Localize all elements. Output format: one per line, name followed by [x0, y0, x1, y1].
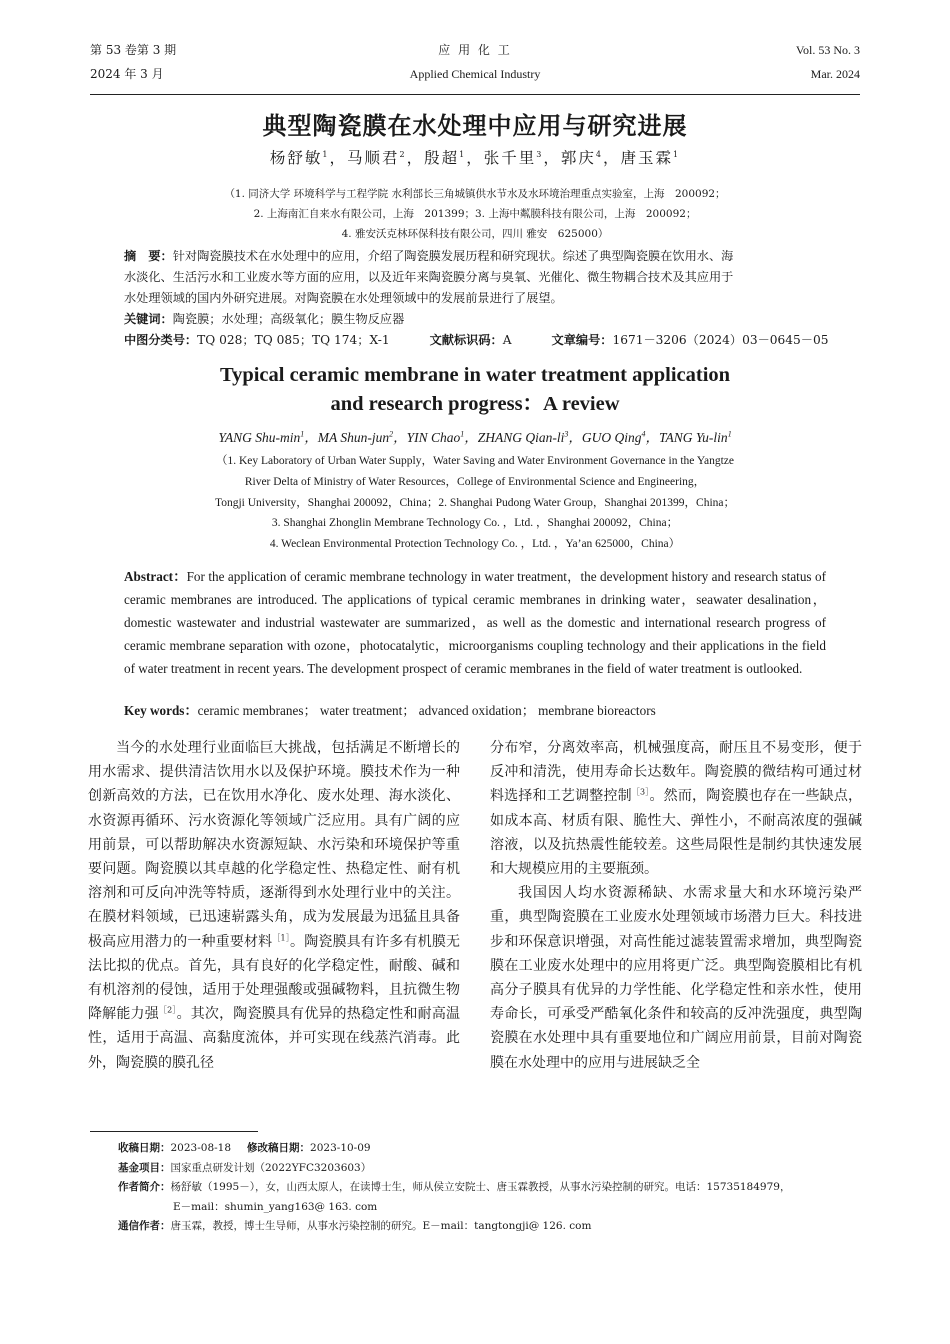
- paper-title-en-line: and research progress：A review: [330, 393, 620, 415]
- header-volume-en: Vol. 53 No. 3: [795, 43, 860, 57]
- keywords-cn: 陶瓷膜；水处理；高级氧化；膜生物反应器: [172, 312, 405, 326]
- keywords-cn-label: 关键词：: [124, 312, 173, 326]
- affiliations-en: [0, 451, 950, 555]
- body-column-right: [490, 736, 862, 1075]
- footnote-rule: [90, 1131, 258, 1132]
- doc-code: A: [502, 333, 512, 347]
- body-column-left: [88, 736, 460, 1075]
- abstract-cn-label: 摘 要：: [124, 249, 173, 263]
- header-journal-en: Applied Chemical Industry: [409, 67, 541, 81]
- abstract-en: [124, 566, 826, 681]
- paper-title-cn: 典型陶瓷膜在水处理中应用与研究进展: [262, 112, 688, 140]
- abstract-cn-line: 水处理领域的国内外研究进展。对陶瓷膜在水处理领域中的发展前景进行了展望。: [124, 291, 563, 305]
- body-paragraph: 我国因人均水资源稀缺、水需求量大和水环境污染严重，典型陶瓷膜在工业废水处理领域市场潜力巨大。科技进步和环保意识增强，对高性能过滤装置需求增加，典型陶瓷膜在工业废水处理中的应用将更广泛。典型陶瓷膜相比有机高分子膜具有优异的力学性能、化学稳定性和亲水性，使用寿命长，可承受严酷氧化条件和较高的反冲洗强度，典型陶瓷膜在水处理中具有重要地位和广阔应用前景，目前对陶瓷膜在水处理中的应用与进展缺乏全: [490, 885, 862, 1071]
- abstract-cn-line: 针对陶瓷膜技术在水处理中的应用，介绍了陶瓷膜发展历程和研究现状。综述了典型陶瓷膜在饮用水、海: [172, 249, 734, 263]
- fund-label: 基金项目：: [118, 1161, 171, 1174]
- paper-title-en-line: Typical ceramic membrane in water treatment application: [219, 364, 731, 386]
- received-date: 2023-08-18: [170, 1142, 232, 1154]
- article-no-label: 文章编号：: [551, 333, 613, 347]
- keywords-en-row: [124, 700, 826, 722]
- header-date-cn: 2024 年 3 月: [90, 67, 164, 81]
- abstract-cn: [124, 246, 829, 351]
- fund-text: 国家重点研发计划（2022YFC3203603）: [170, 1161, 372, 1174]
- keywords-en-label: Key words：: [124, 703, 198, 718]
- clc-code: TQ 028；TQ 085；TQ 174；X-1: [197, 333, 390, 347]
- header-date-en: Mar. 2024: [810, 67, 860, 81]
- author-email: E－mail：shumin_yang163@ 163. com: [173, 1200, 378, 1213]
- corresponding-label: 通信作者：: [118, 1220, 171, 1232]
- header-rule: [90, 94, 860, 95]
- author-en: ZHANG Qian-li: [477, 430, 565, 445]
- author-cn: 马顺君: [347, 149, 400, 167]
- header-volume-cn: 第 53 卷第 3 期: [90, 43, 177, 57]
- doc-code-label: 文献标识码：: [429, 333, 503, 347]
- affiliations-cn: [0, 184, 950, 244]
- footnotes: [118, 1139, 864, 1237]
- author-en: GUO Qing: [581, 430, 642, 445]
- paper-title-en: [0, 361, 950, 419]
- author-en: YANG Shu-min: [218, 430, 301, 445]
- abstract-en-text: For the application of ceramic membrane technology in water treatment，the development history and research status of ceramic membranes are introduced. The applications of typical ceramic membranes in drinking water，seawater desalination，domestic wastewater and industrial wastewater are summarized，as well as the domestic and international research progress of ceramic membrane separation with ozone，photocatalytic，microorganisms coupling technology and their applications in the field of water treatment in recent years. The development prospect of ceramic membranes in the field of water treatment is outlooked.: [124, 569, 826, 676]
- affiliation-en-line: 3. Shanghai Zhonglin Membrane Technology Co. ，Ltd. ，Shanghai 200092，China；: [271, 517, 679, 530]
- header-journal-cn: 应 用 化 工: [438, 43, 512, 57]
- citation-ref[interactable]: ［3］: [631, 787, 650, 797]
- author-en: YIN Chao: [406, 430, 461, 445]
- affiliation-en-line: （1. Key Laboratory of Urban Water Supply，Water Saving and Water Environment Governance in the Yangtze: [216, 455, 734, 467]
- revised-label: 修改稿日期：: [247, 1142, 311, 1154]
- author-en: MA Shun-jun: [317, 430, 390, 445]
- revised-date: 2023-10-09: [310, 1142, 371, 1154]
- author-en: TANG Yu-lin: [659, 430, 728, 445]
- author-list-en: YANG Shu-$\min^1$，MA Shun-jun$^2$，YIN Chao$^1$，ZHANG Qian-$li^3$，GUO Qing$^4$，TANG Yu-lin$^1$: [218, 429, 732, 445]
- author-cn: 杨舒敏: [269, 149, 323, 167]
- author-cn: 郭庆: [560, 149, 596, 167]
- abstract-cn-line: 水淡化、生活污水和工业废水等方面的应用，以及近年来陶瓷膜分离与臭氧、光催化、微生物耦合技术及其应用于: [124, 270, 734, 284]
- citation-ref[interactable]: ［2］: [158, 1005, 177, 1015]
- affiliation-en-line: 4. Weclean Environmental Protection Technology Co. ，Ltd. ，Ya’an 625000，China）: [269, 538, 681, 551]
- author-bio-label: 作者简介：: [118, 1181, 171, 1193]
- author-cn: 殷超: [424, 149, 460, 167]
- body-paragraph: 当今的水处理行业面临巨大挑战，包括满足不断增长的用水需求、提供清洁饮用水以及保护环境。膜技术作为一种创新高效的方法，已在饮用水净化、废水处理、海水淡化、水资源再循环、污水资源化等领域广泛应用。具有广阔的应用前景，可以帮助解决水资源短缺、水污染和环境保护等重要问题。陶瓷膜以其卓越的化学稳定性、热稳定性、耐有机溶剂和可反向冲洗等特质，逐渐得到水处理行业中的关注。在膜材料领域，已迅速崭露头角，成为发展最为迅猛且具备极高应用潜力的一种重要材料$^{[1]}$。陶瓷膜具有许多有机膜无法比拟的优点。首先，具有良好的化学稳定性，耐酸、碱和有机溶剂的侵蚀，适用于处理强酸或强碱物料，且抗微生物降解能力强$^{[2]}$。其次，陶瓷膜具有优异的热稳定性和耐高温性，适用于高温、高黏度流体，并可实现在线蒸汽消毒。此外，陶瓷膜的膜孔径: [88, 740, 461, 1071]
- affiliation-en-line: Tongji University，Shanghai 200092，China；2. Shanghai Pudong Water Group，Shanghai 201399，China；: [215, 496, 735, 509]
- corresponding-author: 唐玉霖，教授，博士生导师，从事水污染控制的研究。E－mail：tangtongji@ 126. com: [170, 1220, 592, 1232]
- article-no: 1671－3206（2024）03－0645－05: [612, 333, 829, 347]
- affiliation-line: 2. 上海南汇自来水有限公司，上海 201399；3. 上海中粼膜科技有限公司，上海 200092；: [253, 208, 697, 220]
- received-label: 收稿日期：: [118, 1142, 171, 1154]
- author-bio: 杨舒敏（1995－），女，山西太原人，在读博士生，师从侯立安院士、唐玉霖教授，从事水污染控制的研究。电话：15735184979，: [170, 1181, 791, 1193]
- body-paragraph: 分布窄，分离效率高，机械强度高，耐压且不易变形，便于反冲和清洗，使用寿命长达数年。陶瓷膜的微结构可通过材料选择和工艺调整控制$^{[3]}$。然而，陶瓷膜也存在一些缺点，如成本高、材质有限、脆性大、弹性小，不耐高浓度的强碱溶液，以及抗热震性能较差。这些局限性是制约其快速发展和大规模应用的主要瓶颈。: [490, 740, 863, 878]
- keywords-en: ceramic membranes； water treatment； advanced oxidation； membrane bioreactors: [197, 703, 656, 718]
- affiliation-line: （1. 同济大学 环境科学与工程学院 水利部长三角城镇供水节水及水环境治理重点实验室，上海 200092；: [224, 188, 726, 200]
- author-cn: 唐玉霖: [620, 149, 674, 167]
- clc-label: 中图分类号：: [124, 333, 198, 347]
- author-list-cn: 杨舒敏$^1$，马顺君$^2$，殷超$^1$，张千里$^3$，郭庆$^4$，唐玉霖$^1$: [269, 149, 681, 167]
- abstract-en-label: Abstract：: [124, 569, 187, 584]
- author-cn: 张千里: [483, 149, 537, 167]
- affiliation-en-line: River Delta of Ministry of Water Resources，College of Environmental Science and Engineering，: [244, 475, 706, 488]
- citation-ref[interactable]: ［1］: [272, 932, 291, 942]
- affiliation-line: 4. 雅安沃克林环保科技有限公司，四川 雅安 625000）: [341, 228, 609, 240]
